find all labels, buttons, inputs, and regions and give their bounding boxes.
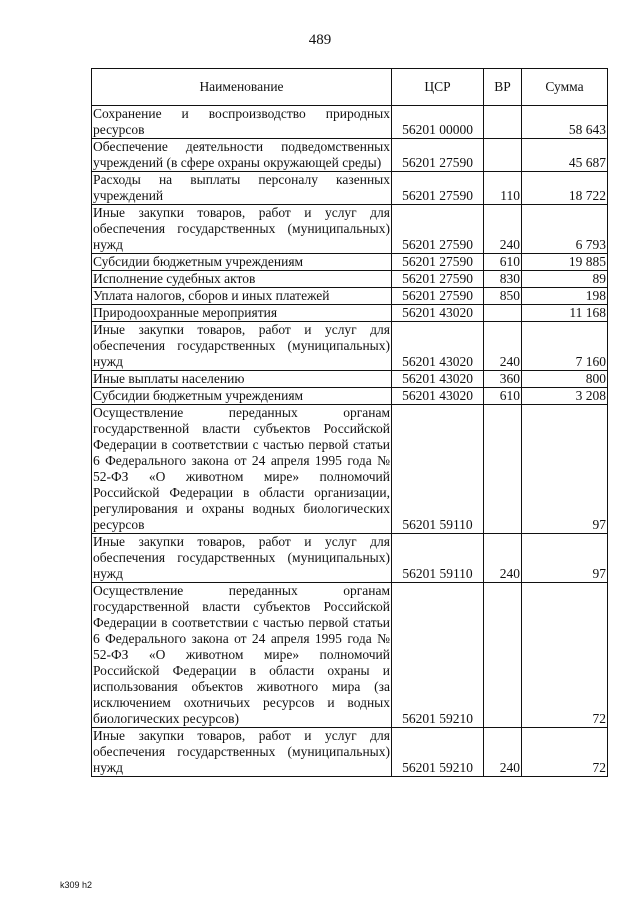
cell-vr bbox=[484, 139, 522, 172]
table-row bbox=[92, 271, 608, 288]
cell-csr: 56201 43020 bbox=[392, 305, 484, 322]
budget-table bbox=[91, 68, 608, 777]
column-header-sum: Сумма bbox=[522, 69, 608, 106]
column-header-csr: ЦСР bbox=[392, 69, 484, 106]
cell-sum: 198 bbox=[522, 288, 608, 305]
cell-name: Иные закупки товаров, работ и услуг для обеспечения государственных (муниципальных) нужд bbox=[93, 322, 390, 369]
table-header-row bbox=[92, 69, 608, 106]
cell-vr: 240 bbox=[484, 534, 522, 583]
table-row bbox=[92, 728, 608, 777]
cell-csr: 56201 43020 bbox=[392, 388, 484, 405]
table-row bbox=[92, 322, 608, 371]
cell-vr bbox=[484, 106, 522, 139]
cell-csr: 56201 27590 bbox=[392, 172, 484, 205]
table-row bbox=[92, 106, 608, 139]
cell-name: Природоохранные мероприятия bbox=[92, 305, 392, 322]
cell-name: Осуществление переданных органам государственной власти субъектов Российской Федерации в соответствии с частью первой статьи 6 Федерального закона от 24 апреля 1995 года № 52-ФЗ «О животном мире» полномочий Российской Федерации в области охраны и использования объектов животного мира (за исключением охотничьих ресурсов и водных биологических ресурсов) bbox=[93, 583, 390, 726]
cell-name: Обеспечение деятельности подведомственных учреждений (в сфере охраны окружающей среды) bbox=[93, 139, 390, 170]
cell-name: Субсидии бюджетным учреждениям bbox=[92, 388, 392, 405]
cell-csr: 56201 27590 bbox=[392, 254, 484, 271]
cell-sum: 6 793 bbox=[522, 205, 608, 254]
cell-vr bbox=[484, 583, 522, 728]
column-header-name: Наименование bbox=[92, 69, 392, 106]
cell-csr: 56201 43020 bbox=[392, 371, 484, 388]
cell-vr: 240 bbox=[484, 728, 522, 777]
cell-sum: 58 643 bbox=[522, 106, 608, 139]
cell-csr: 56201 00000 bbox=[392, 106, 484, 139]
cell-sum: 7 160 bbox=[522, 322, 608, 371]
table-row bbox=[92, 254, 608, 271]
cell-vr: 110 bbox=[484, 172, 522, 205]
cell-sum: 800 bbox=[522, 371, 608, 388]
footer-code: k309 h2 bbox=[60, 880, 93, 890]
cell-sum: 97 bbox=[522, 534, 608, 583]
cell-csr: 56201 27590 bbox=[392, 288, 484, 305]
cell-sum: 97 bbox=[522, 405, 608, 534]
cell-sum: 89 bbox=[522, 271, 608, 288]
table-row bbox=[92, 371, 608, 388]
cell-vr: 610 bbox=[484, 254, 522, 271]
cell-sum: 3 208 bbox=[522, 388, 608, 405]
cell-name: Исполнение судебных актов bbox=[92, 271, 392, 288]
cell-sum: 18 722 bbox=[522, 172, 608, 205]
cell-sum: 72 bbox=[522, 583, 608, 728]
cell-name: Расходы на выплаты персоналу казенных учреждений bbox=[93, 172, 390, 203]
cell-name: Иные закупки товаров, работ и услуг для обеспечения государственных (муниципальных) нужд bbox=[93, 728, 390, 775]
cell-sum: 45 687 bbox=[522, 139, 608, 172]
cell-vr: 360 bbox=[484, 371, 522, 388]
cell-vr bbox=[484, 305, 522, 322]
cell-vr: 850 bbox=[484, 288, 522, 305]
cell-csr: 56201 27590 bbox=[392, 205, 484, 254]
table-row bbox=[92, 534, 608, 583]
cell-sum: 72 bbox=[522, 728, 608, 777]
table-row bbox=[92, 172, 608, 205]
table-row bbox=[92, 288, 608, 305]
cell-vr bbox=[484, 405, 522, 534]
cell-csr: 56201 59210 bbox=[392, 728, 484, 777]
cell-vr: 240 bbox=[484, 322, 522, 371]
table-row bbox=[92, 205, 608, 254]
cell-name: Иные закупки товаров, работ и услуг для обеспечения государственных (муниципальных) нужд bbox=[93, 534, 390, 581]
cell-name: Уплата налогов, сборов и иных платежей bbox=[92, 288, 392, 305]
page-number: 489 bbox=[308, 32, 332, 48]
cell-vr: 240 bbox=[484, 205, 522, 254]
cell-name: Иные выплаты населению bbox=[92, 371, 392, 388]
cell-name: Сохранение и воспроизводство природных ресурсов bbox=[93, 106, 390, 137]
cell-name: Субсидии бюджетным учреждениям bbox=[92, 254, 392, 271]
cell-name: Иные закупки товаров, работ и услуг для обеспечения государственных (муниципальных) нужд bbox=[93, 205, 390, 252]
table-row bbox=[92, 583, 608, 728]
cell-sum: 11 168 bbox=[522, 305, 608, 322]
cell-csr: 56201 43020 bbox=[392, 322, 484, 371]
cell-csr: 56201 27590 bbox=[392, 139, 484, 172]
table-row bbox=[92, 388, 608, 405]
cell-vr: 610 bbox=[484, 388, 522, 405]
cell-name: Осуществление переданных органам государственной власти субъектов Российской Федерации в соответствии с частью первой статьи 6 Федерального закона от 24 апреля 1995 года № 52-ФЗ «О животном мире» полномочий Российской Федерации в области организации, регулирования и охраны водных биологических ресурсов bbox=[93, 405, 390, 532]
table-row bbox=[92, 139, 608, 172]
cell-sum: 19 885 bbox=[522, 254, 608, 271]
cell-csr: 56201 59210 bbox=[392, 583, 484, 728]
cell-vr: 830 bbox=[484, 271, 522, 288]
table-row bbox=[92, 405, 608, 534]
column-header-vr: ВР bbox=[484, 69, 522, 106]
cell-csr: 56201 27590 bbox=[392, 271, 484, 288]
cell-csr: 56201 59110 bbox=[392, 405, 484, 534]
cell-csr: 56201 59110 bbox=[392, 534, 484, 583]
table-row bbox=[92, 305, 608, 322]
